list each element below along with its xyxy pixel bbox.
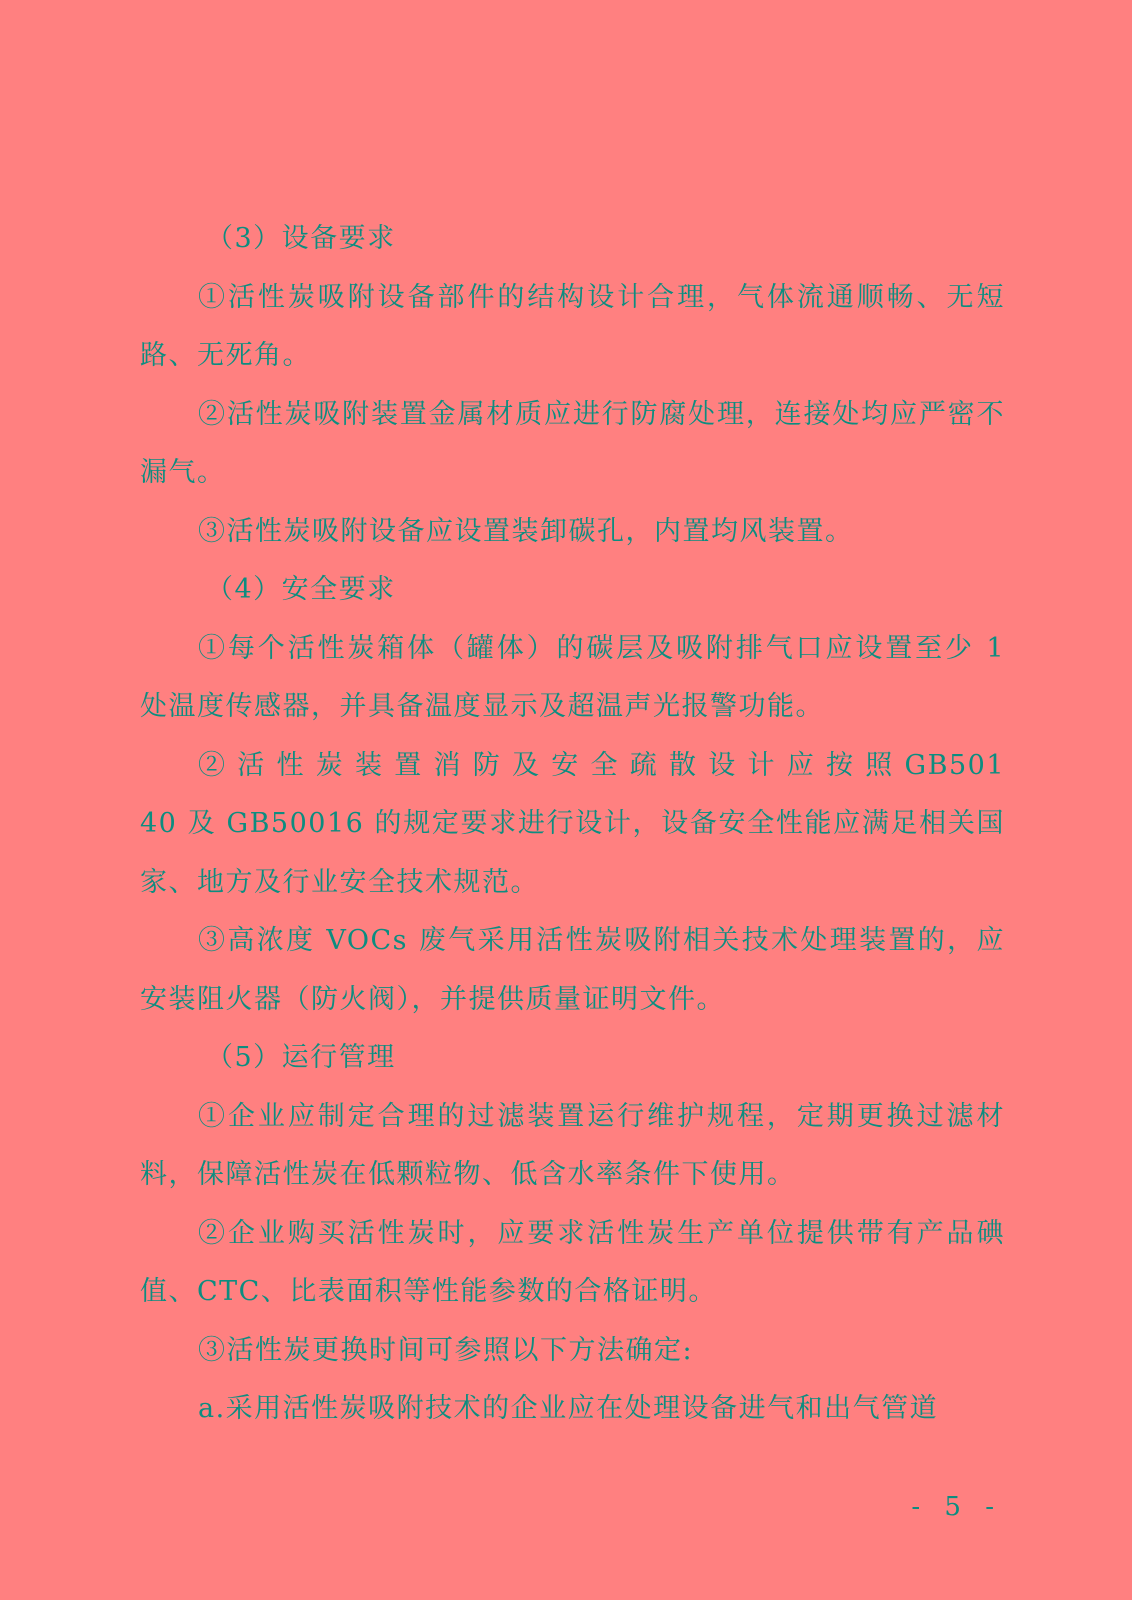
paragraph: ①企业应制定合理的过滤装置运行维护规程，定期更换过滤材料，保障活性炭在低颗粒物、低含水率条件下使用。 bbox=[140, 1100, 1005, 1190]
paragraph: ②企业购买活性炭时，应要求活性炭生产单位提供带有产品碘值、CTC、比表面积等性能参数的合格证明。 bbox=[140, 1217, 1005, 1307]
paragraph: ③高浓度 VOCs 废气采用活性炭吸附相关技术处理装置的，应安装阻火器（防火阀），并提供质量证明文件。 bbox=[140, 925, 1005, 1015]
paragraph: ①活性炭吸附设备部件的结构设计合理，气体流通顺畅、无短路、无死角。 bbox=[140, 281, 1005, 371]
section-heading-safety: （4）安全要求 bbox=[206, 574, 396, 605]
paragraph: ③活性炭吸附设备应设置装卸碳孔，内置均风装置。 bbox=[198, 515, 854, 547]
page-number: - 5 - bbox=[911, 1492, 1002, 1522]
paragraph: ② 活 性 炭 装 置 消 防 及 安 全 疏 散 设 计 应 按 照 GB50140 及 GB50016 的规定要求进行设计，设备安全性能应满足相关国家、地方及行业安全技术规范。 bbox=[140, 749, 1005, 898]
paragraph: ②活性炭吸附装置金属材质应进行防腐处理，连接处均应严密不漏气。 bbox=[140, 398, 1005, 488]
document-body bbox=[140, 210, 1005, 1439]
paragraph: ①每个活性炭箱体（罐体）的碳层及吸附排气口应设置至少 1 处温度传感器，并具备温度显示及超温声光报警功能。 bbox=[140, 632, 1005, 722]
section-heading-operation: （5）运行管理 bbox=[206, 1042, 396, 1073]
paragraph: ③活性炭更换时间可参照以下方法确定: bbox=[198, 1334, 694, 1366]
paragraph: a.采用活性炭吸附技术的企业应在处理设备进气和出气管道 bbox=[198, 1393, 939, 1424]
section-heading-equipment: （3）设备要求 bbox=[206, 223, 396, 254]
